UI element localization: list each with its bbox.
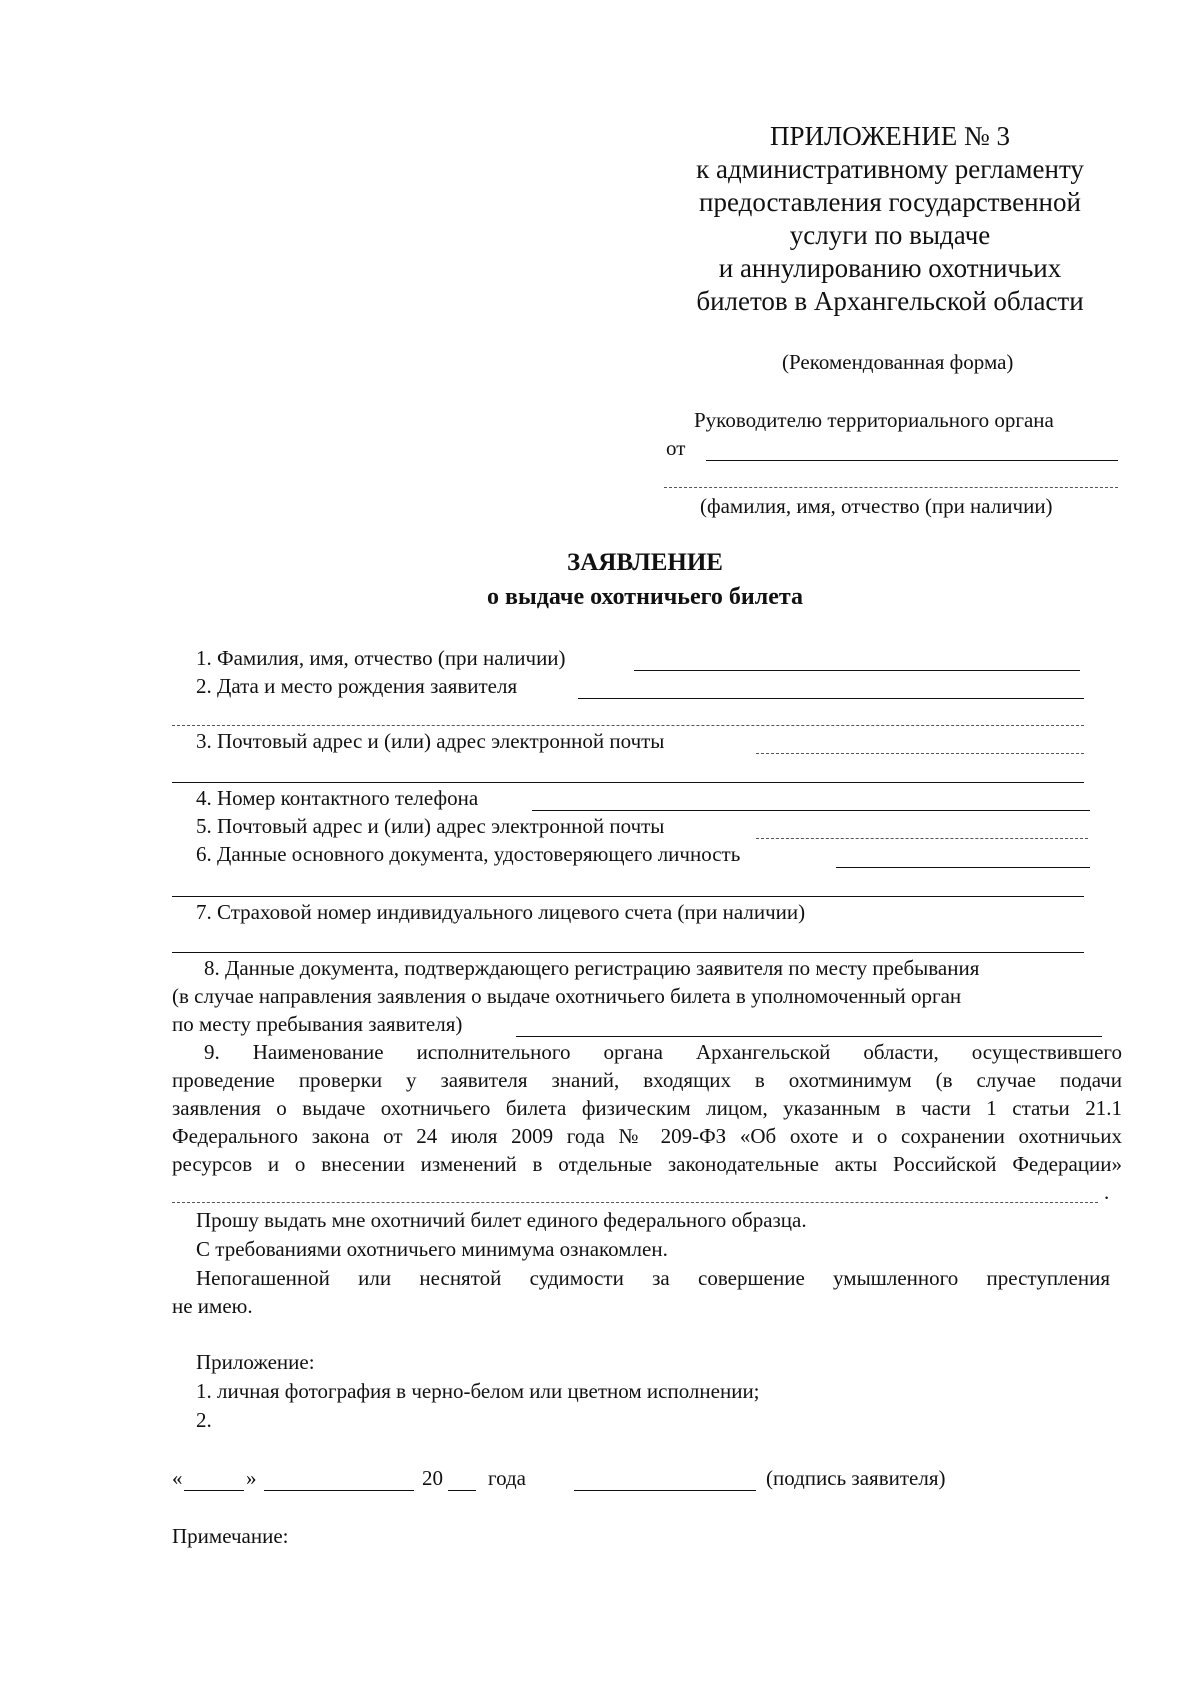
signature-field[interactable] [574,1490,756,1491]
item-6-label: 6. Данные основного документа, удостоверяющего личность [196,842,741,866]
date-year-field[interactable] [448,1490,476,1491]
header-line-4: услуги по выдаче [789,220,991,250]
item-4-field[interactable] [532,810,1090,811]
item-3-field[interactable] [756,753,1084,754]
item-9-line-1: 9. Наименование исполнительного органа Архангельской области, осуществившего [204,1040,1122,1064]
item-8-field[interactable] [516,1036,1102,1037]
header-line-5: и аннулированию охотничьих [718,253,1062,283]
item-3-label: 3. Почтовый адрес и (или) адрес электронной почты [196,729,665,753]
item-7-field[interactable] [172,952,1084,953]
name-caption: (фамилия, имя, отчество (при наличии) [700,494,1053,518]
item-7-label: 7. Страховой номер индивидуального лицевого счета (при наличии) [196,900,806,924]
statement-minimum-acknowledged: С требованиями охотничьего минимума ознакомлен. [196,1237,668,1261]
item-9-line-5: ресурсов и о внесении изменений в отдельные законодательные акты Российской Федерации» [172,1152,1122,1176]
date-day-field[interactable] [184,1490,244,1491]
recommended-form-note: (Рекомендованная форма) [782,350,1014,374]
item-9-line-2: проведение проверки у заявителя знаний, входящих в охотминимум (в случае подачи [172,1068,1122,1092]
date-quote-open: « [172,1466,183,1490]
item-9-period: . [1104,1180,1110,1204]
item-8-line-3: по месту пребывания заявителя) [172,1012,463,1036]
from-label: от [666,436,686,460]
year-prefix: 20 [422,1466,443,1490]
item-9-line-3: заявления о выдаче охотничьего билета физическим лицом, указанным в части 1 статьи 21.1 [172,1096,1122,1120]
item-1-label: 1. Фамилия, имя, отчество (при наличии) [196,646,566,670]
item-2-field-2[interactable] [172,725,1084,726]
item-6-field[interactable] [836,867,1090,868]
from-name-field[interactable] [706,460,1118,461]
item-8-line-1: 8. Данные документа, подтверждающего регистрацию заявителя по месту пребывания [204,956,980,980]
item-9-field[interactable] [172,1202,1098,1203]
addressee-line: Руководителю территориального органа [694,408,1054,432]
date-month-field[interactable] [264,1490,414,1491]
item-9-line-4: Федерального закона от 24 июля 2009 года № 209-ФЗ «Об охоте и о сохранении охотничьих [172,1124,1122,1148]
attachment-1: 1. личная фотография в черно-белом или цветном исполнении; [196,1379,760,1403]
header-line-6: билетов в Архангельской области [696,286,1084,316]
item-2-label: 2. Дата и место рождения заявителя [196,674,518,698]
year-word: года [488,1466,526,1490]
document-title: ЗАЯВЛЕНИЕ [567,549,723,576]
statement-no-conviction-line-1: Непогашенной или неснятой судимости за совершение умышленного преступления [196,1266,1110,1290]
statement-issue-request: Прошу выдать мне охотничий билет единого федерального образца. [196,1208,807,1232]
item-8-line-2: (в случае направления заявления о выдаче охотничьего билета в уполномоченный орган [172,984,962,1008]
statement-no-conviction-line-2: не имею. [172,1294,253,1318]
from-name-field-2[interactable] [664,487,1118,488]
signature-caption: (подпись заявителя) [766,1466,946,1490]
item-5-label: 5. Почтовый адрес и (или) адрес электронной почты [196,814,665,838]
item-3-field-2[interactable] [172,782,1084,783]
appendix-number: ПРИЛОЖЕНИЕ № 3 [769,121,1011,151]
item-2-field[interactable] [578,698,1084,699]
item-5-field[interactable] [756,838,1088,839]
header-line-2: к административному регламенту [696,154,1084,184]
attachments-label: Приложение: [196,1350,315,1374]
item-1-field[interactable] [634,670,1080,671]
item-6-field-2[interactable] [172,896,1084,897]
attachment-2: 2. [196,1408,212,1432]
date-quote-close: » [246,1466,257,1490]
header-line-3: предоставления государственной [699,187,1081,217]
note-label: Примечание: [172,1524,289,1548]
document-subtitle: о выдаче охотничьего билета [487,584,803,610]
item-4-label: 4. Номер контактного телефона [196,786,479,810]
